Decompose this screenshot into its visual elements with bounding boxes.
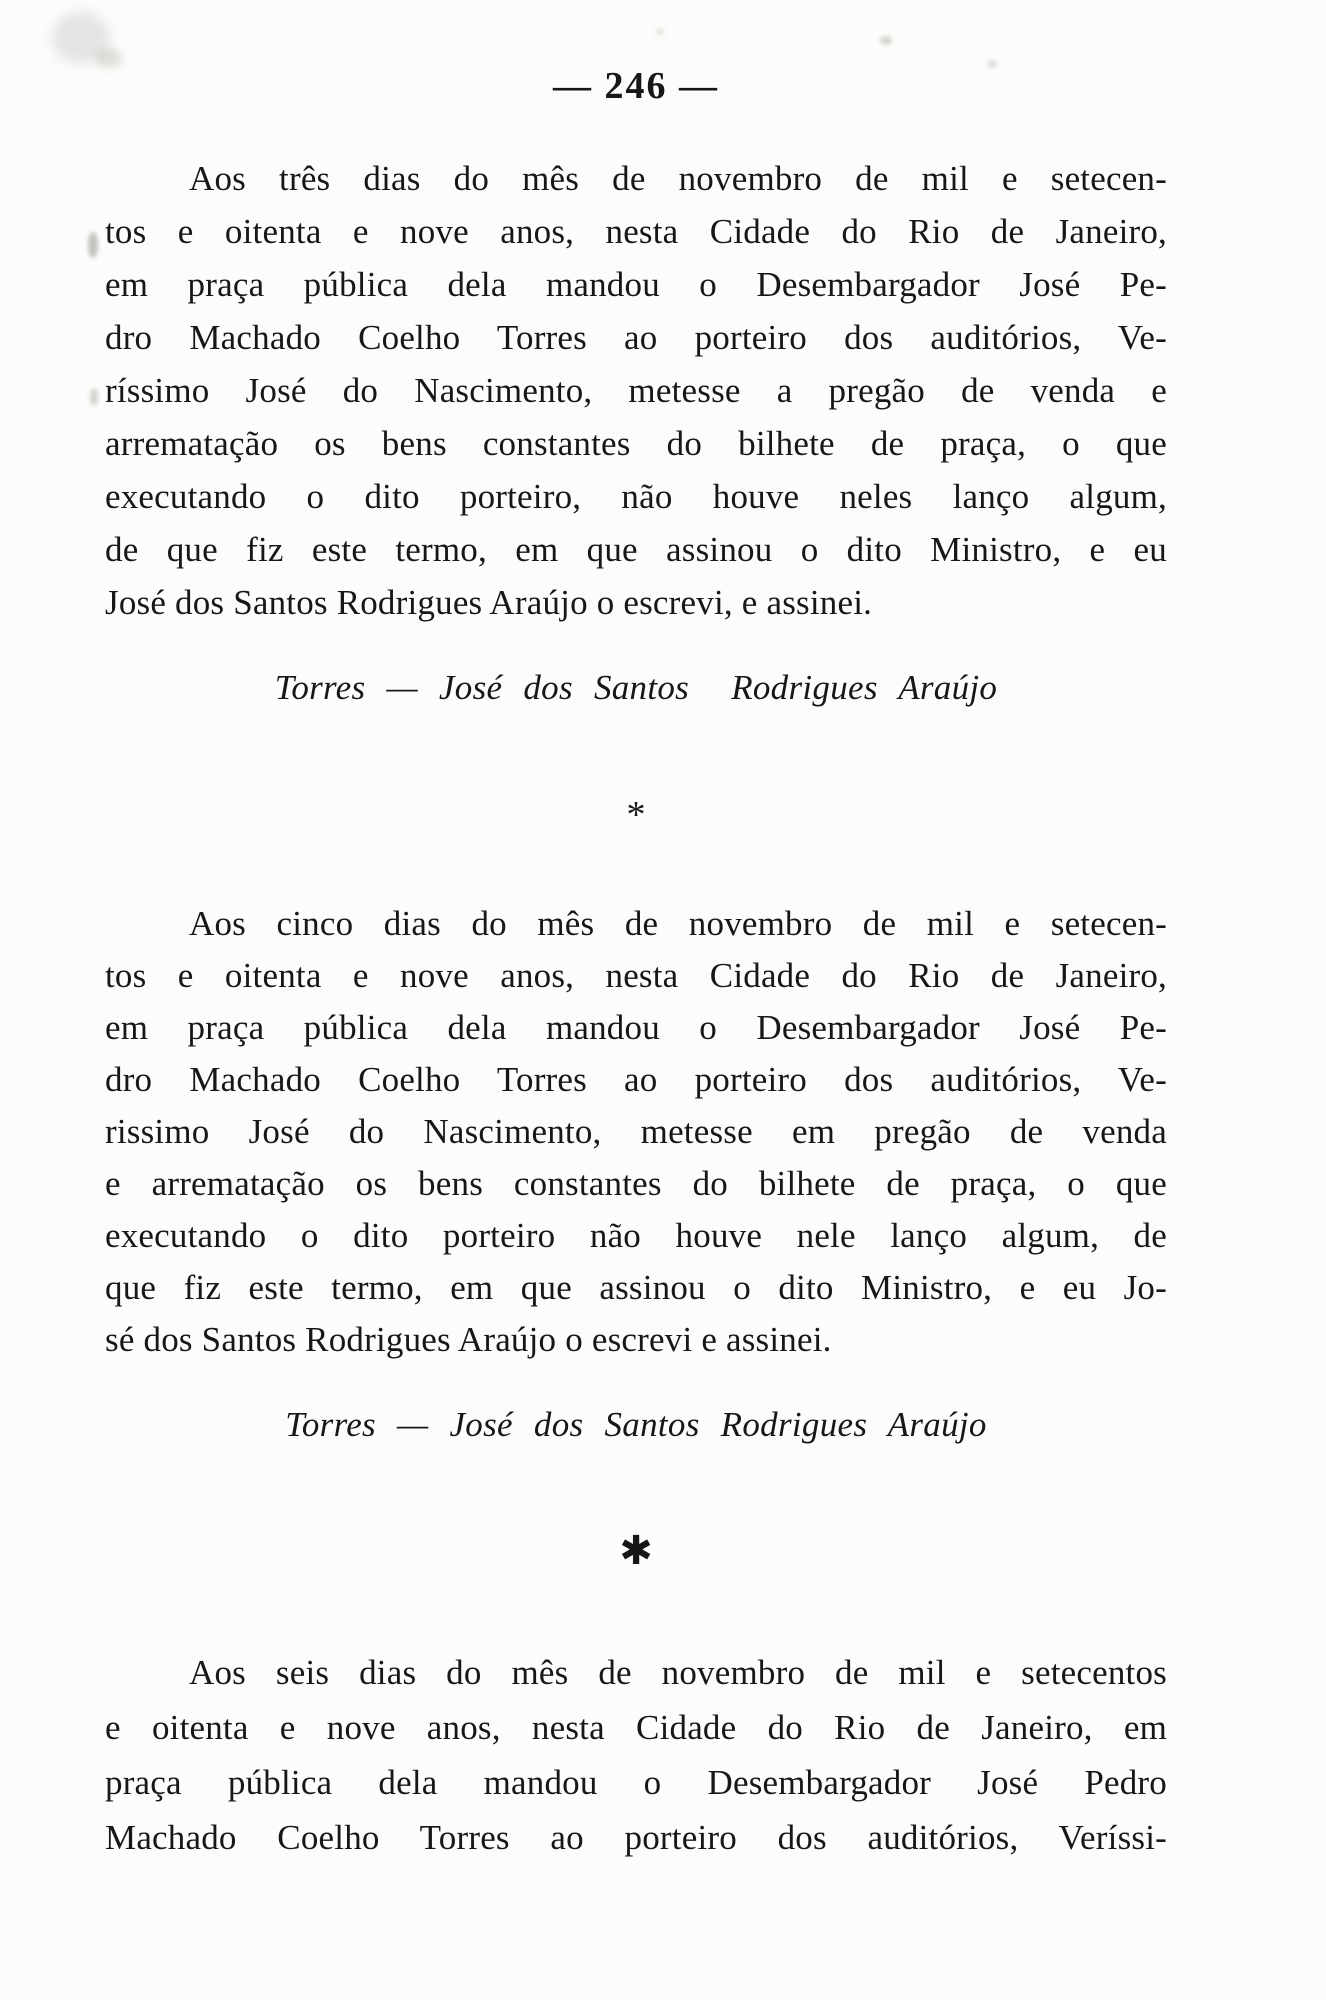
text-line: e arrematação os bens constantes do bilhete de praça, o que: [105, 1164, 1167, 1203]
entry-2-separator-asterisk: ✱: [619, 1528, 653, 1574]
text-line: e oitenta e nove anos, nesta Cidade do Rio de Janeiro, em: [105, 1708, 1167, 1747]
entry-1-paragraph: [105, 152, 1167, 629]
text-line: tos e oitenta e nove anos, nesta Cidade do Rio de Janeiro,: [105, 212, 1167, 251]
text-line: em praça pública dela mandou o Desembargador José Pe-: [105, 265, 1167, 304]
text-line: Aos três dias do mês de novembro de mil e setecen-: [189, 159, 1167, 198]
text-line: de que fiz este termo, em que assinou o dito Ministro, e eu: [105, 530, 1167, 569]
entry-2-signature: Torres — José dos Santos Rodrigues Araújo: [285, 1405, 987, 1444]
text-line: ríssimo José do Nascimento, metesse a pregão de venda e: [105, 371, 1167, 410]
text-line: que fiz este termo, em que assinou o dito Ministro, e eu Jo-: [105, 1268, 1167, 1307]
text-line: sé dos Santos Rodrigues Araújo o escrevi e assinei.: [105, 1320, 832, 1359]
entry-1-signature: Torres — José dos Santos Rodrigues Araújo: [274, 668, 998, 707]
text-line: tos e oitenta e nove anos, nesta Cidade do Rio de Janeiro,: [105, 956, 1167, 995]
text-line: Aos cinco dias do mês de novembro de mil e setecen-: [189, 904, 1167, 943]
entry-2-paragraph: [105, 898, 1167, 1366]
text-line: dro Machado Coelho Torres ao porteiro dos auditórios, Ve-: [105, 1060, 1167, 1099]
entry-1-separator-asterisk: *: [626, 794, 646, 836]
scan-smudge: [52, 12, 110, 64]
text-line: praça pública dela mandou o Desembargador José Pedro: [105, 1763, 1167, 1802]
scan-speck: [90, 388, 98, 406]
text-line: executando o dito porteiro não houve nele lanço algum, de: [105, 1216, 1167, 1255]
page-number: — 246 —: [553, 65, 719, 107]
text-line: executando o dito porteiro, não houve neles lanço algum,: [105, 477, 1167, 516]
entry-3-paragraph: [105, 1645, 1167, 1865]
text-line: em praça pública dela mandou o Desembargador José Pe-: [105, 1008, 1167, 1047]
text-line: rissimo José do Nascimento, metesse em pregão de venda: [105, 1112, 1167, 1151]
text-line: Machado Coelho Torres ao porteiro dos auditórios, Veríssi-: [105, 1818, 1167, 1857]
scan-speck: [88, 232, 98, 258]
text-line: arrematação os bens constantes do bilhete de praça, o que: [105, 424, 1167, 463]
text-line: José dos Santos Rodrigues Araújo o escrevi, e assinei.: [105, 583, 873, 622]
scan-speck: [880, 36, 892, 45]
scan-speck: [656, 28, 664, 35]
text-line: Aos seis dias do mês de novembro de mil e setecentos: [189, 1653, 1167, 1692]
text-line: dro Machado Coelho Torres ao porteiro dos auditórios, Ve-: [105, 318, 1167, 357]
